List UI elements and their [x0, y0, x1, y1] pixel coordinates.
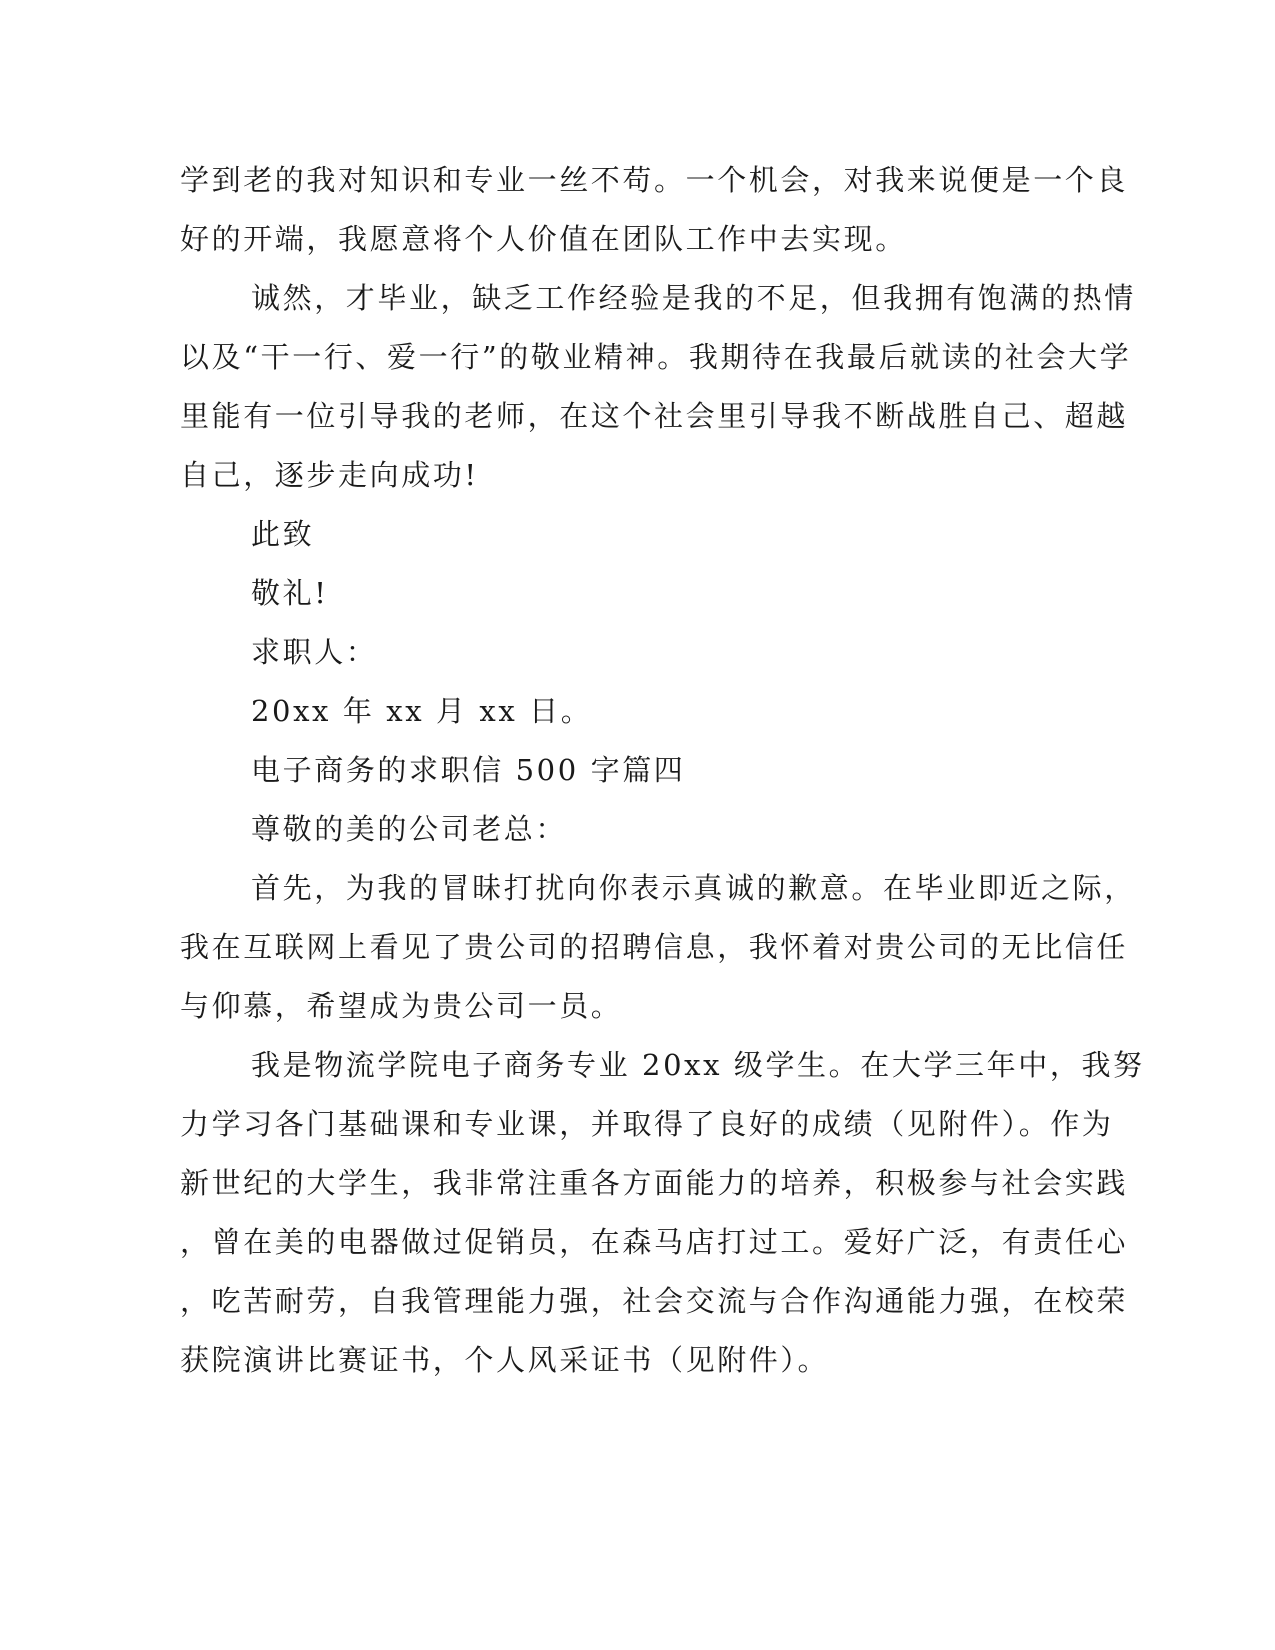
- salutation-line: 敬礼!: [251, 576, 329, 610]
- section-heading: 电子商务的求职信 500 字篇四: [251, 753, 686, 787]
- text-line: 我在互联网上看见了贵公司的招聘信息，我怀着对贵公司的无比信任: [180, 930, 1129, 964]
- paragraph-start-line: 诚然，才毕业，缺乏工作经验是我的不足，但我拥有饱满的热情: [251, 281, 1136, 315]
- signature-line: 求职人：: [251, 635, 378, 669]
- text-line: 与仰慕，希望成为贵公司一员。: [180, 989, 623, 1023]
- text-line: 以及“干一行、爱一行”的敬业精神。我期待在我最后就读的社会大学: [180, 340, 1132, 374]
- closing-line: 此致: [251, 517, 315, 551]
- text-line: 力学习各门基础课和专业课，并取得了良好的成绩（见附件）。作为: [180, 1107, 1114, 1141]
- greeting-line: 尊敬的美的公司老总：: [251, 812, 568, 846]
- text-line: ，曾在美的电器做过促销员，在森马店打过工。爱好广泛，有责任心: [180, 1225, 1129, 1259]
- text-line: 学到老的我对知识和专业一丝不苟。一个机会，对我来说便是一个良: [180, 163, 1129, 197]
- text-line: 获院演讲比赛证书，个人风采证书（见附件）。: [180, 1343, 830, 1377]
- date-line: 20xx 年 xx 月 xx 日。: [251, 694, 593, 728]
- paragraph-start-line: 首先，为我的冒昧打扰向你表示真诚的歉意。在毕业即近之际，: [251, 871, 1136, 905]
- text-line: 好的开端，我愿意将个人价值在团队工作中去实现。: [180, 222, 907, 256]
- paragraph-start-line: 我是物流学院电子商务专业 20xx 级学生。在大学三年中，我努: [251, 1048, 1145, 1082]
- text-line: 里能有一位引导我的老师，在这个社会里引导我不断战胜自己、超越: [180, 399, 1129, 433]
- text-line: 自己，逐步走向成功!: [180, 458, 479, 492]
- text-line: 新世纪的大学生，我非常注重各方面能力的培养，积极参与社会实践: [180, 1166, 1129, 1200]
- text-line: ，吃苦耐劳，自我管理能力强，社会交流与合作沟通能力强，在校荣: [180, 1284, 1129, 1318]
